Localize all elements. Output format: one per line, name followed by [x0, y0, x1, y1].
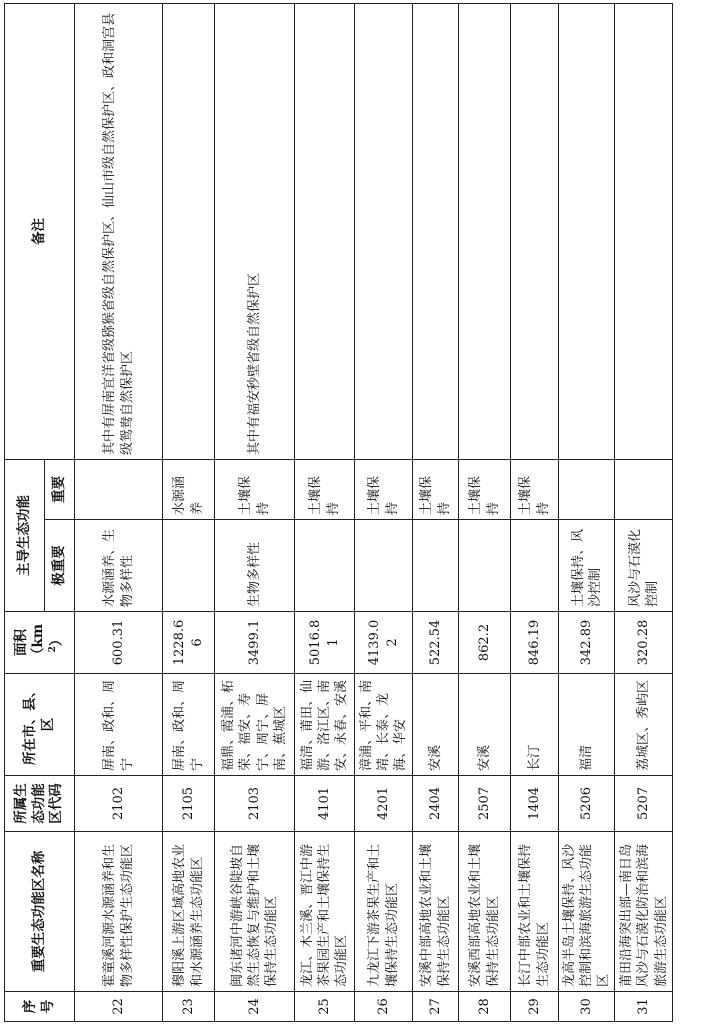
table-row [215, 4, 295, 1022]
cell-seq: 26 [355, 992, 413, 1022]
table-row [413, 4, 459, 1022]
cell-location: 安溪 [459, 674, 511, 776]
table-row [355, 4, 413, 1022]
cell-very-important [459, 520, 511, 612]
cell-zone-name: 霍童溪河源水源涵养和生物多样性保护生态功能区 [75, 832, 163, 992]
cell-zone-name: 穆阳溪上游区域高地农业和水源涵养生态功能区 [163, 832, 215, 992]
cell-important: 水源涵养 [163, 460, 215, 520]
cell-zone-name: 长汀中部农业和土壤保持生态功能区 [511, 832, 559, 992]
cell-remark [615, 4, 673, 460]
header-name: 重要生态功能区名称 [5, 832, 75, 992]
cell-very-important: 土壤保持、风沙控制 [559, 520, 615, 612]
cell-area: 3499.1 [215, 612, 295, 674]
cell-zone-name: 龙高半岛土壤保持、风沙控制和滨海旅游生态功能区 [559, 832, 615, 992]
cell-code: 5206 [559, 776, 615, 832]
table-row [459, 4, 511, 1022]
cell-code: 4201 [355, 776, 413, 832]
cell-very-important [413, 520, 459, 612]
cell-area: 522.54 [413, 612, 459, 674]
cell-seq: 31 [615, 992, 673, 1022]
cell-seq: 24 [215, 992, 295, 1022]
cell-code: 4101 [295, 776, 355, 832]
table-header-row [5, 4, 45, 1022]
cell-important: 土壤保持 [413, 460, 459, 520]
cell-seq: 25 [295, 992, 355, 1022]
cell-area: 342.89 [559, 612, 615, 674]
header-important: 重要 [45, 460, 75, 520]
table-row [511, 4, 559, 1022]
cell-location: 福清 [559, 674, 615, 776]
cell-zone-name: 闽东诸河中游峡谷陡坡自然生态恢复与维护和土壤保持生态功能区 [215, 832, 295, 992]
cell-location: 屏南、政和、周宁 [163, 674, 215, 776]
cell-location: 福清、莆田、仙游、洛江区、南安、永春、安溪 [295, 674, 355, 776]
header-area: 面积 （km $^2$） [5, 612, 75, 674]
cell-remark [459, 4, 511, 460]
cell-important [559, 460, 615, 520]
cell-code: 2404 [413, 776, 459, 832]
cell-important: 土壤保持 [295, 460, 355, 520]
cell-remark [413, 4, 459, 460]
cell-area: 5016.81 [295, 612, 355, 674]
cell-area: 862.2 [459, 612, 511, 674]
cell-seq: 23 [163, 992, 215, 1022]
cell-important: 土壤保持 [511, 460, 559, 520]
cell-important: 土壤保持 [215, 460, 295, 520]
cell-code: 2507 [459, 776, 511, 832]
cell-location: 漳浦、平和、南靖、长泰、龙海、华安 [355, 674, 413, 776]
cell-seq: 30 [559, 992, 615, 1022]
cell-area: 320.28 [615, 612, 673, 674]
cell-zone-name: 安溪中部高地农业和土壤保持生态功能区 [413, 832, 459, 992]
cell-zone-name: 莆田沿海突出部—南日岛风沙与石漠化防治和滨海旅游生态功能区 [615, 832, 673, 992]
cell-very-important [295, 520, 355, 612]
cell-code: 2105 [163, 776, 215, 832]
cell-important: 土壤保持 [459, 460, 511, 520]
table-row [295, 4, 355, 1022]
cell-location: 屏南、政和、周宁 [75, 674, 163, 776]
cell-code: 2103 [215, 776, 295, 832]
cell-area: 1228.66 [163, 612, 215, 674]
header-seq: 序号 [5, 992, 75, 1022]
cell-area: 600.31 [75, 612, 163, 674]
cell-location: 荔城区、秀屿区 [615, 674, 673, 776]
header-code: 所属生态功能区代码 [5, 776, 75, 832]
cell-important: 土壤保持 [355, 460, 413, 520]
cell-remark: 其中有屏南宜洋省级猕猴省级自然保护区、仙山市级自然保护区、政和洞宫县级鸳鸯自然保护区 [75, 4, 163, 460]
cell-remark: 其中有福安秒壁省级自然保护区 [215, 4, 295, 460]
eco-function-zone-table [4, 3, 673, 1022]
cell-area: 846.19 [511, 612, 559, 674]
cell-remark [355, 4, 413, 460]
header-main-function: 主导生态功能 [5, 460, 45, 612]
cell-code: 5207 [615, 776, 673, 832]
cell-seq: 27 [413, 992, 459, 1022]
cell-code: 2102 [75, 776, 163, 832]
cell-code: 1404 [511, 776, 559, 832]
cell-very-important: 生物多样性 [215, 520, 295, 612]
cell-important [75, 460, 163, 520]
header-location: 所在市、县、区 [5, 674, 75, 776]
table-body [75, 4, 673, 1022]
cell-seq: 28 [459, 992, 511, 1022]
cell-important [615, 460, 673, 520]
cell-very-important [511, 520, 559, 612]
table-row [559, 4, 615, 1022]
cell-location: 长汀 [511, 674, 559, 776]
cell-very-important: 风沙与石漠化控制 [615, 520, 673, 612]
header-remark: 备注 [5, 4, 75, 460]
cell-very-important [163, 520, 215, 612]
cell-zone-name: 安溪西部高地农业和土壤保持生态功能区 [459, 832, 511, 992]
table-row [615, 4, 673, 1022]
cell-remark [511, 4, 559, 460]
cell-seq: 22 [75, 992, 163, 1022]
cell-zone-name: 九龙江下游茶果生产和土壤保持生态功能区 [355, 832, 413, 992]
cell-remark [559, 4, 615, 460]
table-row [75, 4, 163, 1022]
cell-very-important: 水源涵养、生物多样性 [75, 520, 163, 612]
cell-location: 福鼎、霞浦、柘荣、福安、寿宁、周宁、屏南、蕉城区 [215, 674, 295, 776]
cell-zone-name: 龙江、木兰溪、晋江中游茶果园生产和土壤保持生态功能区 [295, 832, 355, 992]
cell-very-important [355, 520, 413, 612]
cell-seq: 29 [511, 992, 559, 1022]
cell-location: 安溪 [413, 674, 459, 776]
header-very-important: 极重要 [45, 520, 75, 612]
cell-remark [295, 4, 355, 460]
cell-area: 4139.02 [355, 612, 413, 674]
table-row [163, 4, 215, 1022]
cell-remark [163, 4, 215, 460]
